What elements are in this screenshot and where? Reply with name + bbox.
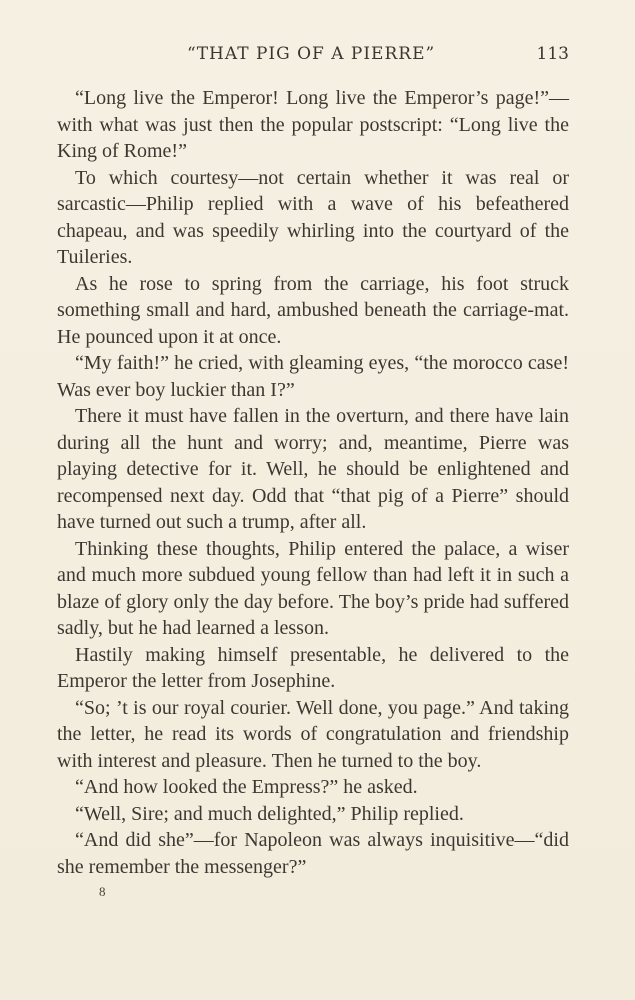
signature-mark: 8 [99,884,106,899]
page-header [57,44,569,70]
running-head: “THAT PIG OF A PIERRE” [187,44,436,64]
paragraph: Hastily making himself presentable, he delivered to the Emperor the letter from Josephine. [57,643,569,692]
paragraph: “Well, Sire; and much delighted,” Philip replied. [75,802,464,825]
paragraph: There it must have fallen in the overturn, and there have lain during all the hunt and worry; and, meantime, Pierre was playing detective for it. Well, he should be enlightened and recompensed next day. Odd that “that pig of a Pierre” should have turned out such a trump, after all. [57,405,569,533]
paragraph: “So; ’t is our royal courier. Well done, you page.” And taking the letter, he read its words of congratulation and friendship with interest and pleasure. Then he turned to the boy. [57,696,569,772]
paragraph: “Long live the Emperor! Long live the Emperor’s page!”—with what was just then the popular postscript: “Long live the King of Rome!” [57,87,569,162]
paragraph: To which courtesy—not certain whether it was real or sarcastic—Philip replied with a wave of his befeathered chapeau, and was speedily whirling into the courtyard of the Tuileries. [57,166,569,268]
paragraph: “My faith!” he cried, with gleaming eyes, “the morocco case! Was ever boy luckier than I?” [57,352,569,401]
body-text [57,85,569,880]
paragraph: “And did she”—for Napoleon was always inquisitive—“did she remember the messenger?” [57,829,569,878]
paragraph: As he rose to spring from the carriage, his foot struck something small and hard, ambushed beneath the carriage-mat. He pounced upon it at once. [57,272,569,348]
paragraph: Thinking these thoughts, Philip entered the palace, a wiser and much more subdued young fellow than had left it in such a blaze of glory only the day before. The boy’s pride had suffered sadly, but he had learned a lesson. [57,537,569,639]
paragraph: “And how looked the Empress?” he asked. [75,776,418,798]
page-number: 113 [536,44,569,64]
